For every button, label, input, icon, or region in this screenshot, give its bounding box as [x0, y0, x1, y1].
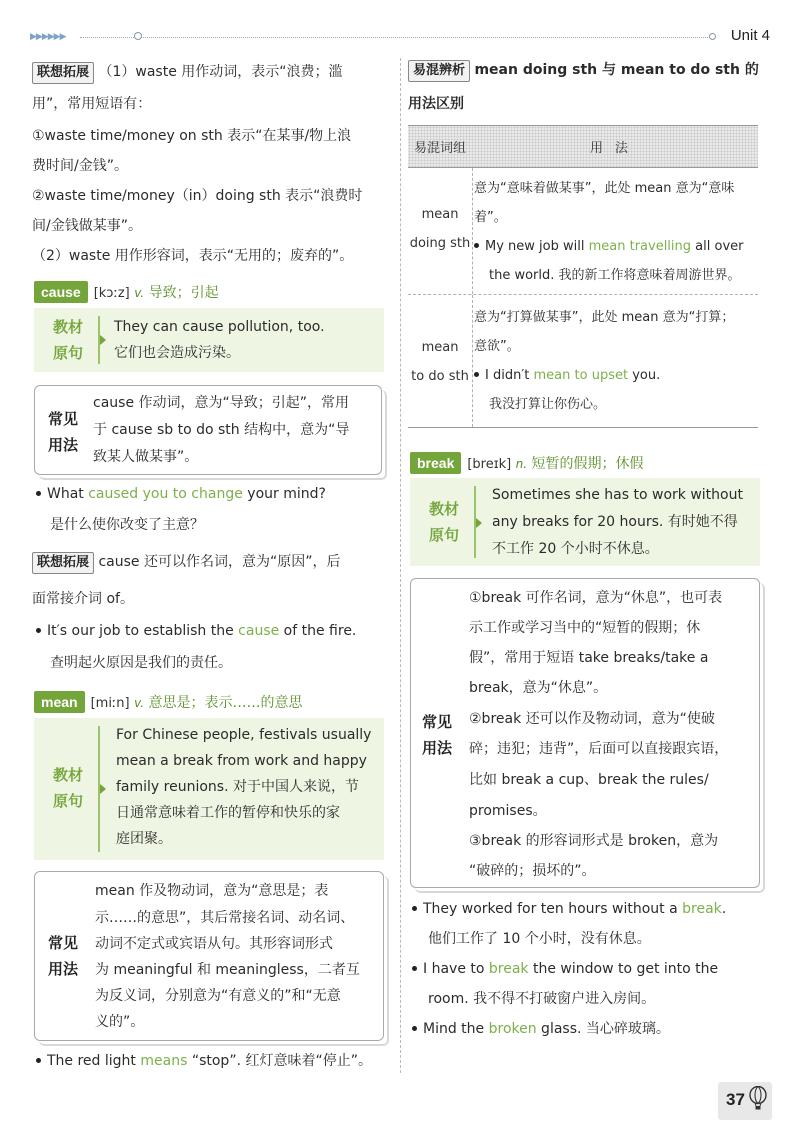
- comparison-table: [408, 125, 758, 428]
- usage-line: 比如 break a cup、break the rules/: [469, 772, 709, 788]
- waste-extension-line-2: 用”，常用短语有：: [32, 96, 152, 112]
- textbook-label: 教材 原句: [428, 500, 459, 544]
- example-sentence: Mind the broken glass. 当心碎玻璃。: [412, 1014, 670, 1044]
- example-sentence: They worked for ten hours without a break.: [412, 894, 726, 924]
- textbook-sentence: 庭团聚。: [116, 831, 172, 847]
- header-rule-dot: [134, 32, 142, 40]
- usage-line: 为 meaningful 和 meaningless，二者互: [95, 962, 360, 978]
- usage-line: 致某人做某事”。: [93, 449, 199, 465]
- bullet-icon: [36, 1058, 41, 1063]
- textbook-sentence-en: They can cause pollution, too.: [114, 319, 325, 335]
- column-divider: [400, 58, 401, 1073]
- textbook-sentence-cn: 它们也会造成污染。: [114, 345, 240, 361]
- word-meaning: 短暂的假期；休假: [531, 456, 644, 472]
- usage-line: 示工作或学习当中的“短暂的假期；休: [469, 620, 701, 636]
- extension-tag: 联想拓展: [32, 552, 94, 574]
- waste-extension-line-3: ①waste time/money on sth 表示“在某事/物上浪: [32, 128, 352, 144]
- confusion-title-line-1: 易混辨析 mean doing sth 与 mean to do sth 的: [408, 55, 768, 85]
- textbook-label: 教材 原句: [52, 318, 83, 362]
- usage-line: ③break 的形容词形式是 broken，意为: [469, 833, 719, 849]
- usage-line: ②break 还可以作及物动词，意为“使破: [469, 711, 715, 727]
- textbook-sentence: 不工作 20 个小时不休息。: [492, 541, 659, 557]
- header-rule-dot: [709, 33, 716, 40]
- usage-line: 碎；违犯；违背”，后面可以直接跟宾语，: [469, 741, 729, 757]
- table-row: [408, 295, 758, 428]
- usage-cell: 意为“打算做某事”，此处 mean 意为“打算； 意欲”。 I didn′t mean to upset you. 我没打算让你伤心。: [474, 310, 735, 412]
- word-header-break: [410, 451, 644, 475]
- usage-label: 常见 用法: [421, 713, 452, 757]
- arrow-icon: [100, 335, 106, 345]
- usage-line: 为反义词，分别意为“有意义的”和“无意: [95, 988, 341, 1004]
- page-number: 37: [726, 1090, 745, 1109]
- phrase-cell: mean to do sth: [411, 340, 469, 384]
- example-sentence: The red light means “stop”. 红灯意味着“停止”。: [36, 1046, 372, 1076]
- bullet-icon: [474, 372, 479, 377]
- usage-cell: 意为“意味着做某事”，此处 mean 意为“意味 着”。 My new job will mean travelling all over the world. 我的新工作将意味着周游世界。: [474, 181, 744, 283]
- word-header-mean: [34, 690, 302, 714]
- usage-box: [34, 385, 382, 475]
- header-rule: [80, 37, 708, 38]
- example-translation: room. 我不得不打破窗户进入房间。: [428, 991, 656, 1007]
- example-sentence: I have to break the window to get into the: [412, 954, 718, 984]
- example-sentence: It′s our job to establish the cause of the fire.: [36, 616, 356, 646]
- unit-title: Unit 4: [730, 27, 770, 44]
- part-of-speech: v.: [134, 696, 145, 710]
- extension-tag: 联想拓展: [32, 62, 94, 84]
- page-number-badge: [718, 1082, 772, 1120]
- usage-box: [410, 578, 760, 888]
- example-translation: 查明起火原因是我们的责任。: [50, 655, 232, 671]
- textbook-sentence: mean a break from work and happy: [116, 753, 367, 769]
- cause-extension-line-2: 面常接介词 of。: [32, 591, 134, 607]
- bullet-icon: [36, 491, 41, 496]
- textbook-sentence: 日通常意味着工作的暂停和快乐的家: [116, 805, 340, 821]
- table-row: [408, 168, 758, 295]
- textbook-sentence: For Chinese people, festivals usually: [116, 727, 372, 743]
- header-arrows-decoration: ▶▶▶▶▶▶: [30, 32, 66, 42]
- usage-line: promises。: [469, 803, 547, 819]
- textbook-sentence: Sometimes she has to work without: [492, 487, 743, 503]
- column-header: 易混词组: [413, 141, 466, 156]
- waste-extension-line-5: ②waste time/money（in）doing sth 表示“浪费时: [32, 188, 363, 204]
- bullet-icon: [412, 966, 417, 971]
- waste-extension-line-6: 间/金钱做某事”。: [32, 218, 142, 234]
- word-tag: break: [410, 452, 461, 474]
- usage-line: break，意为“休息”。: [469, 680, 608, 696]
- usage-line: cause 作动词，意为“导致；引起”，常用: [93, 395, 350, 411]
- bullet-icon: [474, 243, 479, 248]
- example-translation: 是什么使你改变了主意？: [50, 517, 204, 533]
- waste-extension-line-1: 联想拓展 （1）waste 用作动词，表示“浪费；滥: [32, 57, 387, 87]
- usage-line: ①break 可作名词，意为“休息”，也可表: [469, 590, 723, 606]
- waste-extension-line-4: 费时间/金钱”。: [32, 158, 128, 174]
- usage-box: [34, 871, 384, 1041]
- usage-line: 于 cause sb to do sth 结构中，意为“导: [93, 422, 350, 438]
- example-sentence: What caused you to change your mind?: [36, 479, 326, 509]
- bullet-icon: [36, 628, 41, 633]
- usage-line: “破碎的；损坏的”。: [469, 863, 596, 879]
- usage-label: 常见 用法: [47, 410, 78, 454]
- part-of-speech: v.: [134, 286, 145, 300]
- phonetic: [breɪk]: [467, 457, 512, 472]
- table-header: [408, 126, 758, 168]
- word-meaning: 导致；引起: [148, 285, 219, 301]
- phrase-cell: mean doing sth: [409, 207, 471, 251]
- confusion-tag: 易混辨析: [408, 60, 470, 82]
- textbook-sentence: family reunions. 对于中国人来说，节: [116, 779, 359, 795]
- cause-extension-line-1: 联想拓展 cause 还可以作名词，意为“原因”，后: [32, 547, 340, 577]
- column-header: 用法: [589, 141, 640, 156]
- textbook-sentence-box: [34, 718, 384, 860]
- phonetic: [miːn]: [90, 696, 130, 711]
- arrow-icon: [476, 518, 482, 528]
- phonetic: [kɔːz]: [93, 286, 130, 301]
- confusion-title-line-2: 用法区别: [408, 96, 464, 112]
- usage-line: 假”，常用于短语 take breaks/take a: [469, 650, 709, 666]
- waste-extension-line-7: （2）waste 用作形容词，表示“无用的；废弃的”。: [32, 248, 354, 264]
- usage-line: mean 作及物动词，意为“意思是；表: [95, 883, 329, 899]
- usage-line: 义的”。: [95, 1014, 145, 1030]
- word-tag: mean: [34, 691, 85, 713]
- example-translation: 他们工作了 10 个小时，没有休息。: [428, 931, 651, 947]
- word-meaning: 意思是；表示……的意思: [148, 695, 303, 711]
- arrow-icon: [100, 784, 106, 794]
- bullet-icon: [412, 1026, 417, 1031]
- textbook-sentence-box: [34, 308, 384, 372]
- part-of-speech: n.: [515, 457, 528, 471]
- word-tag: cause: [34, 281, 88, 303]
- word-header-cause: [34, 280, 219, 304]
- usage-line: 动词不定式或宾语从句。其形容词形式: [95, 936, 333, 952]
- bullet-icon: [412, 906, 417, 911]
- balloon-icon: [748, 1086, 768, 1110]
- textbook-label: 教材 原句: [52, 766, 83, 810]
- textbook-sentence-box: [410, 478, 760, 566]
- usage-line: 示……的意思”，其后常接名词、动名词、: [95, 910, 355, 926]
- usage-label: 常见 用法: [47, 934, 78, 978]
- textbook-sentence: any breaks for 20 hours. 有时她不得: [492, 514, 738, 530]
